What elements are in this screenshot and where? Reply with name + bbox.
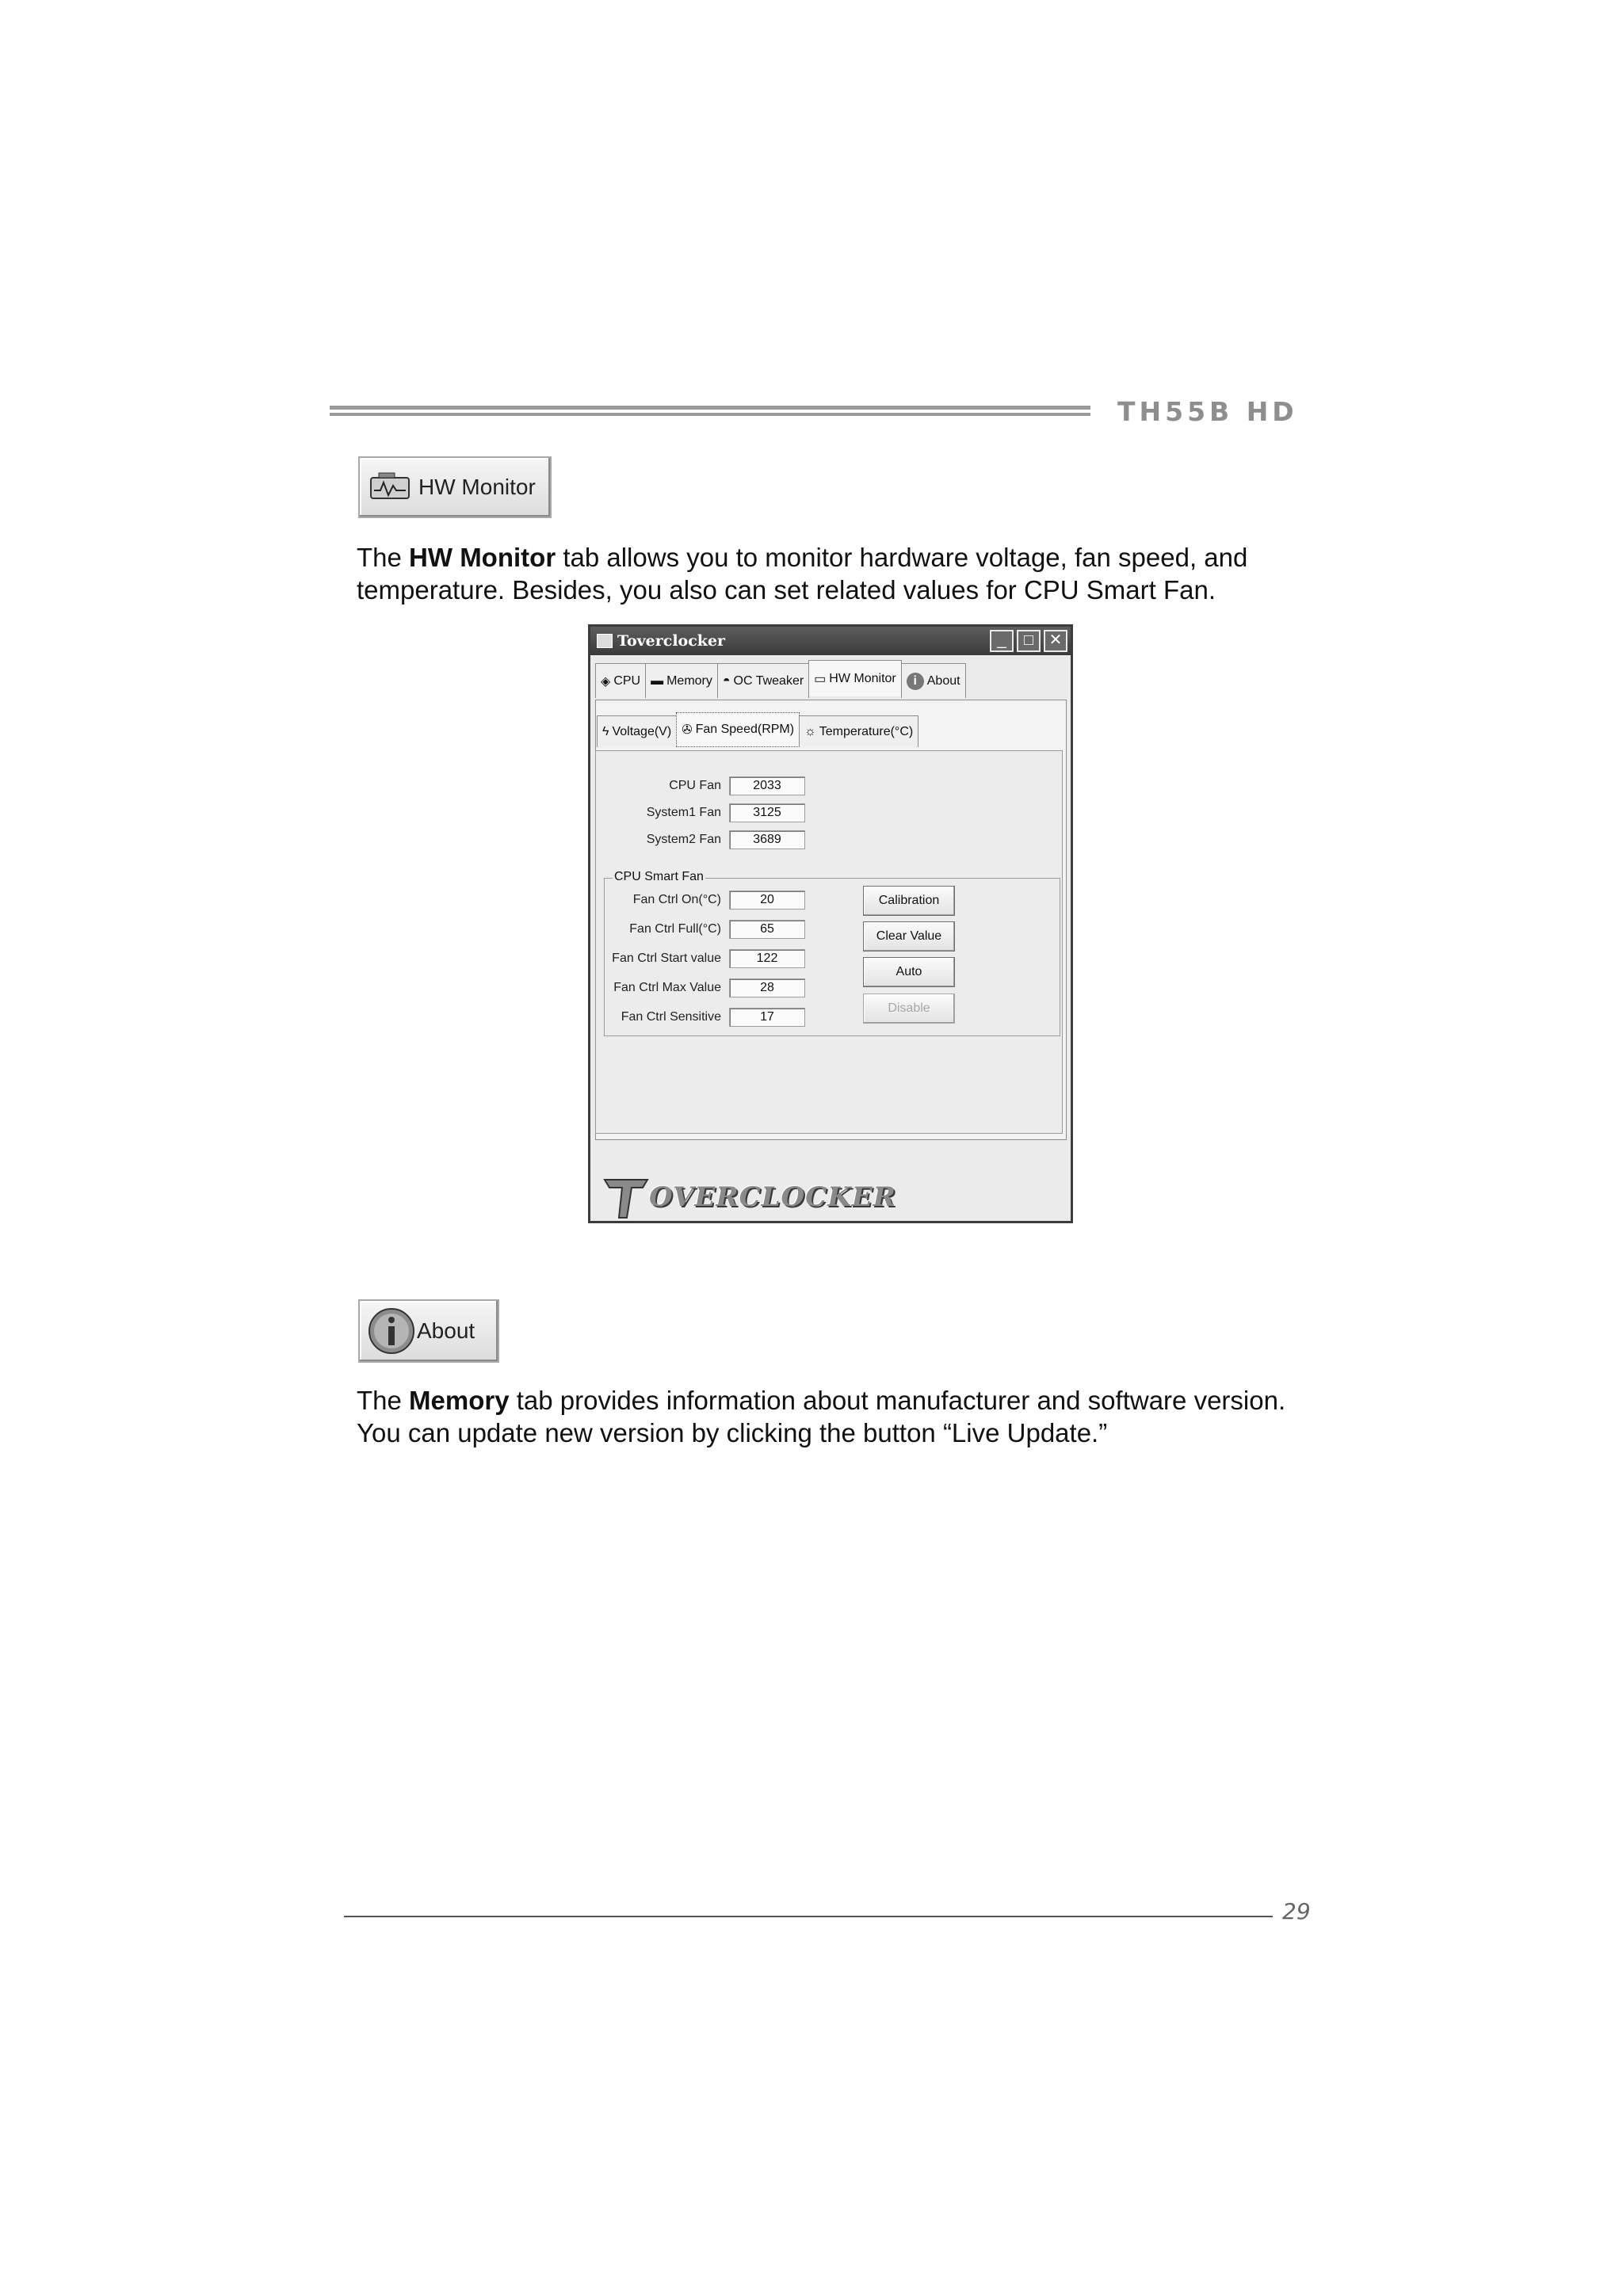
system1-fan-value: 3125 xyxy=(729,803,805,822)
about-tab-label: About xyxy=(417,1318,475,1343)
tab-fan-speed[interactable]: ✇ Fan Speed(RPM) xyxy=(676,712,800,747)
toverclocker-window xyxy=(588,624,1073,1223)
header-title: TH55B HD xyxy=(1117,396,1298,427)
cpu-smart-fan-label: CPU Smart Fan xyxy=(614,870,704,883)
fan-reading-row: System1 Fan 3125 xyxy=(596,803,805,822)
fan-ctrl-sensitive-input[interactable]: 17 xyxy=(729,1008,805,1027)
system2-fan-value: 3689 xyxy=(729,830,805,849)
fan-icon: ✇ xyxy=(682,723,693,737)
app-icon xyxy=(597,634,613,648)
tab-temperature[interactable]: ☼ Temperature(°C) xyxy=(799,715,918,747)
sub-tabbar xyxy=(597,715,918,749)
about-tab-image xyxy=(358,1299,499,1363)
calibration-button[interactable]: Calibration xyxy=(863,886,955,916)
cpu-chip-icon: ◈ xyxy=(601,674,611,688)
hw-monitor-tab-label: HW Monitor xyxy=(418,475,536,499)
tab-hw-monitor[interactable]: ▭ HW Monitor xyxy=(808,660,902,696)
smart-fan-row: Fan Ctrl Max Value 28 xyxy=(596,978,805,997)
tab-cpu[interactable]: ◈ CPU xyxy=(595,663,646,698)
close-button[interactable]: ✕ xyxy=(1044,630,1067,652)
tab-about[interactable]: i About xyxy=(901,663,966,698)
memory-module-icon: ▬ xyxy=(651,673,664,688)
disable-button: Disable xyxy=(863,994,955,1024)
overclocker-logo xyxy=(603,1173,896,1221)
monitor-icon: ▭ xyxy=(814,672,827,686)
tab-voltage[interactable]: ϟ Voltage(V) xyxy=(597,715,677,747)
temperature-icon: ☼ xyxy=(804,724,816,738)
smart-fan-row: Fan Ctrl Full(°C) 65 xyxy=(596,920,805,939)
smart-fan-row: Fan Ctrl On(°C) 20 xyxy=(596,891,805,910)
main-tabbar xyxy=(595,663,965,700)
fan-ctrl-on-input[interactable]: 20 xyxy=(729,891,805,910)
cpu-fan-value: 2033 xyxy=(729,776,805,795)
monitor-icon xyxy=(368,471,418,503)
fan-reading-row: System2 Fan 3689 xyxy=(596,830,805,849)
smart-fan-row: Fan Ctrl Sensitive 17 xyxy=(596,1008,805,1027)
maximize-button[interactable]: □ xyxy=(1017,630,1041,652)
minimize-button[interactable]: _ xyxy=(990,630,1014,652)
info-icon: i xyxy=(907,673,924,690)
t-logo-icon xyxy=(603,1175,649,1219)
hw-monitor-description: The HW Monitor tab allows you to monitor hardware voltage, fan speed, and temperature. Besides, you also can set related values for CPU Smart Fan. xyxy=(357,543,1248,605)
about-description: The Memory tab provides information about manufacturer and software version. You can update new version by clicking the button “Live Update.” xyxy=(357,1386,1286,1447)
speedometer-icon: ◓ xyxy=(722,673,731,688)
header-rule xyxy=(330,406,1090,417)
voltage-icon: ϟ xyxy=(602,724,609,738)
hw-monitor-tab-image xyxy=(358,456,552,518)
fan-reading-row: CPU Fan 2033 xyxy=(596,776,805,795)
page-number: 29 xyxy=(1282,1898,1311,1924)
info-icon xyxy=(366,1306,417,1356)
fan-ctrl-max-input[interactable]: 28 xyxy=(729,978,805,997)
tab-memory[interactable]: ▬ Memory xyxy=(645,663,718,698)
footer-rule xyxy=(344,1916,1273,1917)
auto-button[interactable]: Auto xyxy=(863,957,955,987)
fan-ctrl-full-input[interactable]: 65 xyxy=(729,920,805,939)
tab-oc-tweaker[interactable]: ◓ OC Tweaker xyxy=(717,663,809,698)
window-titlebar xyxy=(590,627,1071,655)
clear-value-button[interactable]: Clear Value xyxy=(863,921,955,952)
fan-ctrl-start-input[interactable]: 122 xyxy=(729,949,805,968)
window-title: Toverclocker xyxy=(617,632,726,650)
fan-speed-panel xyxy=(595,750,1063,1134)
smart-fan-row: Fan Ctrl Start value 122 xyxy=(596,949,805,968)
brand-text: OVERCLOCKER xyxy=(649,1181,896,1213)
